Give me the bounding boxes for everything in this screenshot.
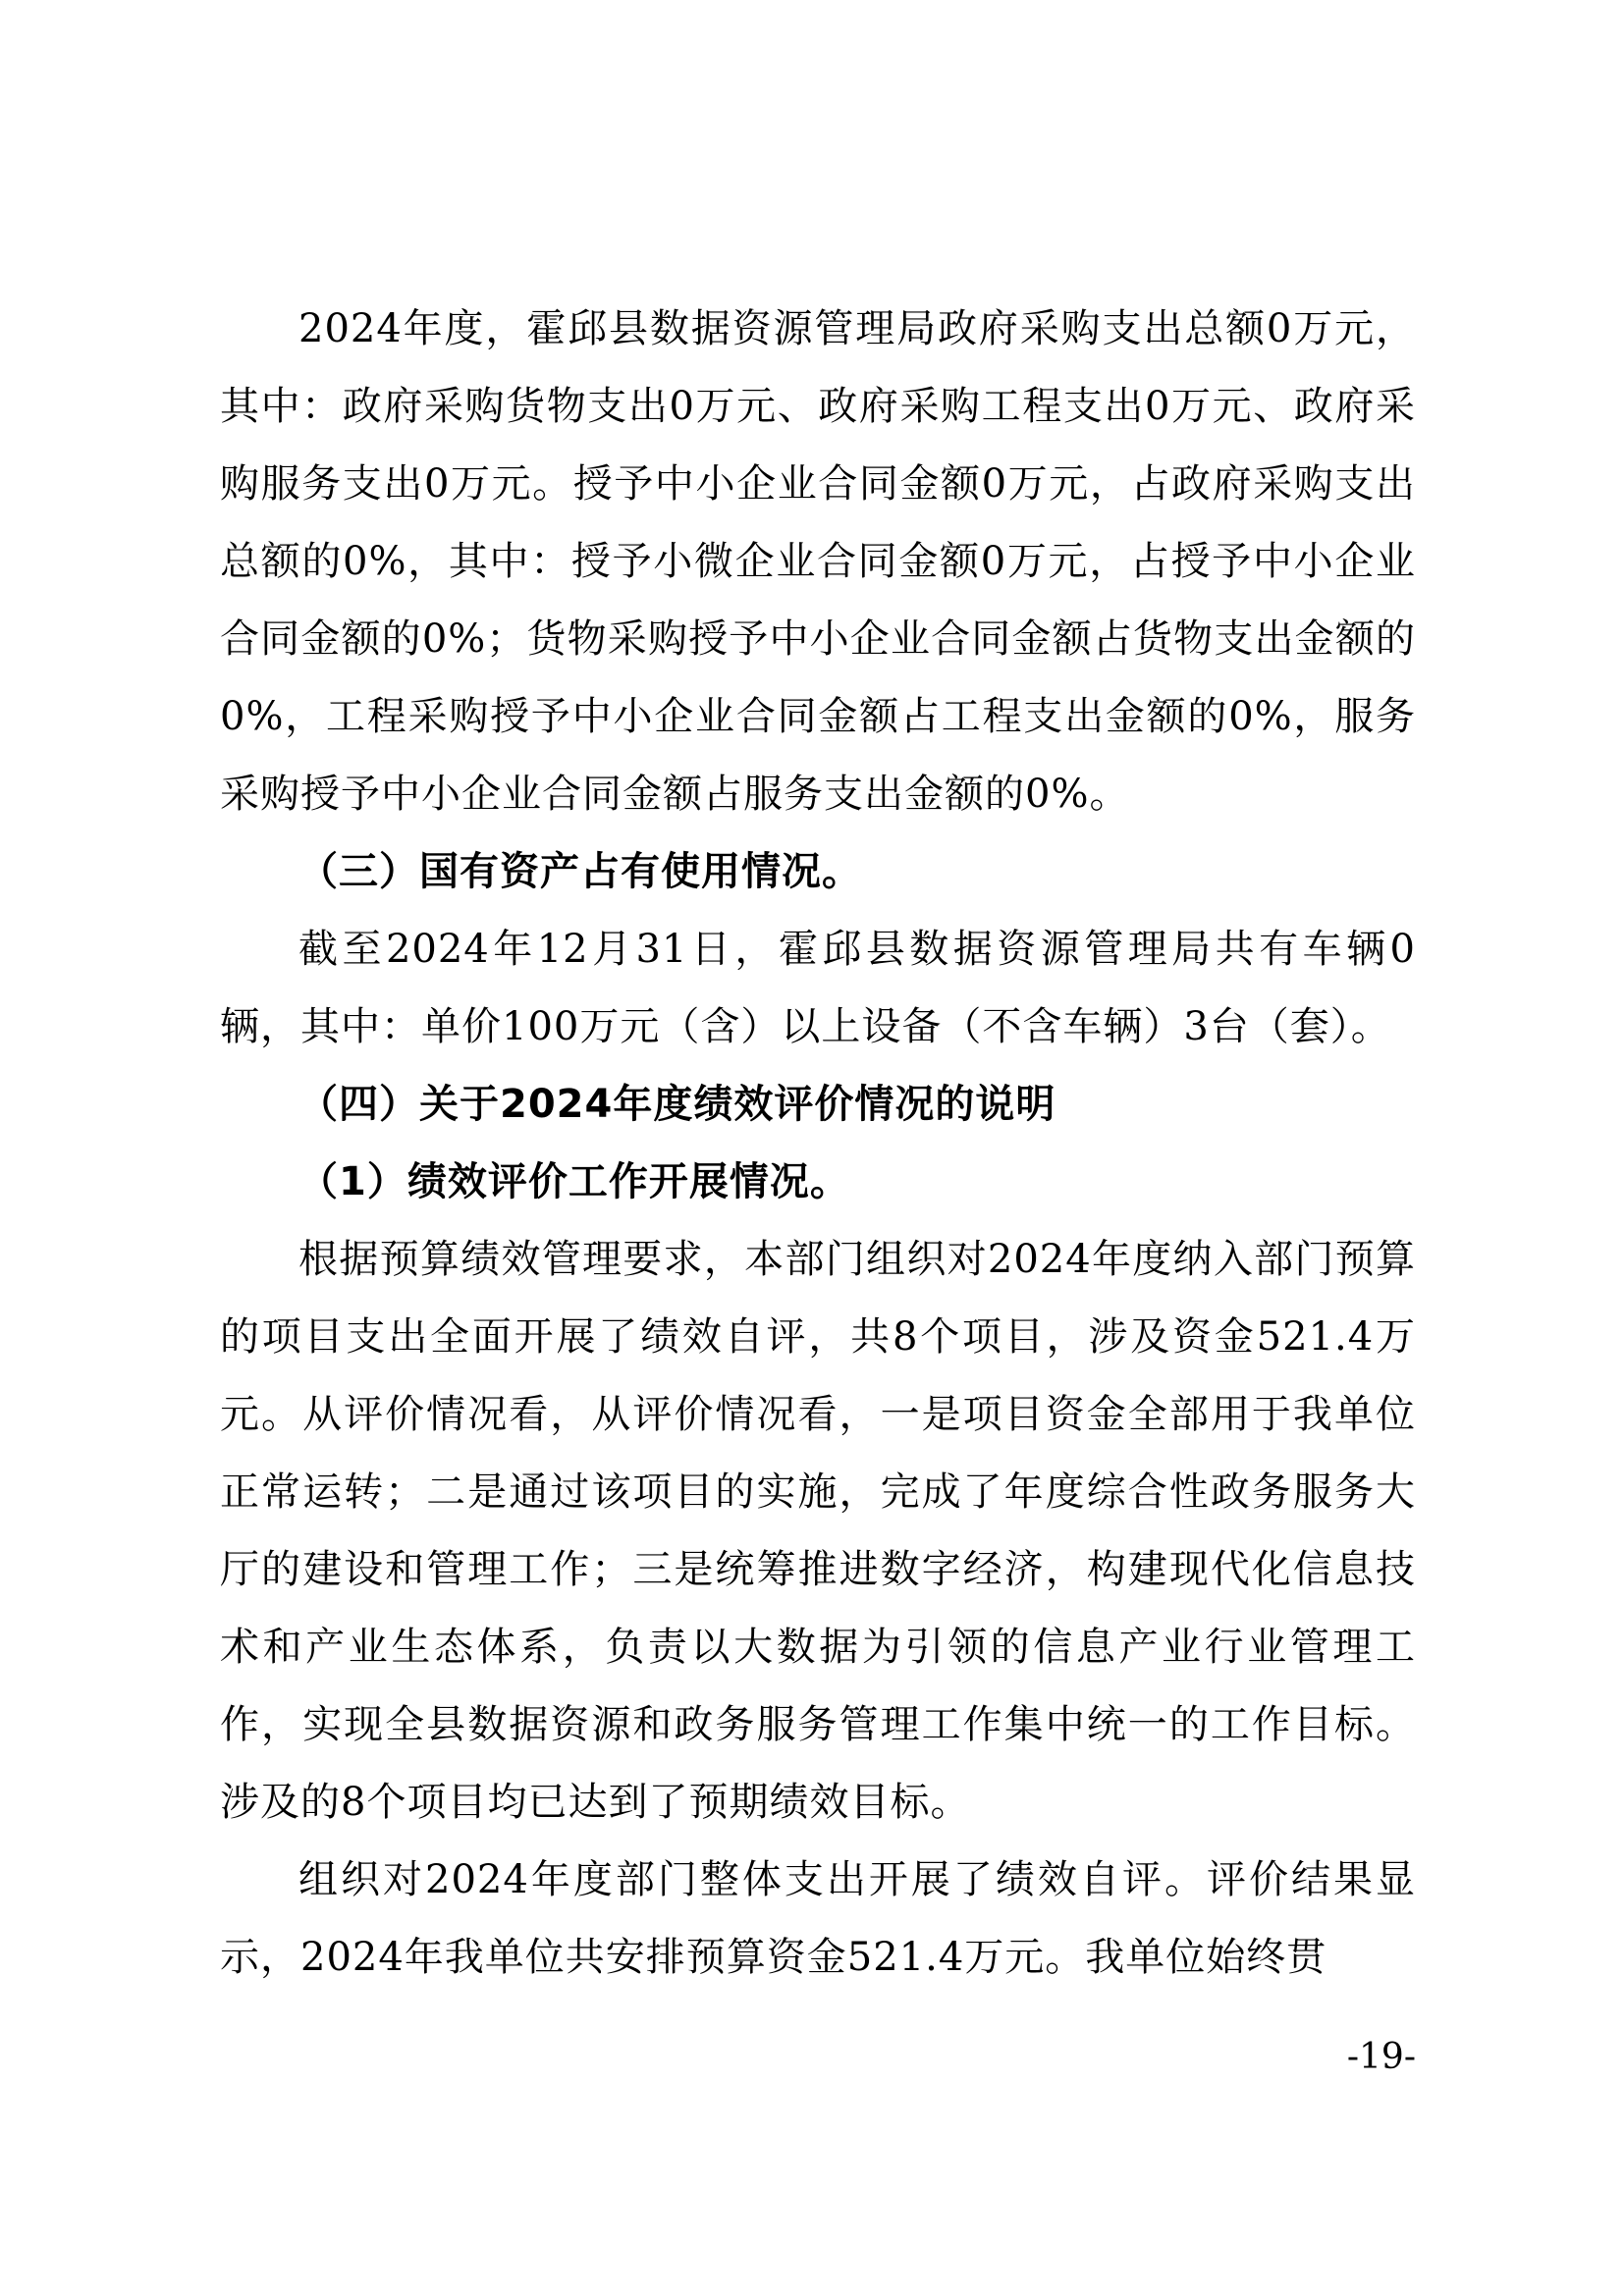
page-number: -19- [1346,2037,1416,2077]
heading-section-4: （四）关于2024年度绩效评价情况的说明 [298,1082,1056,1127]
paragraph-overall-evaluation: 组织对2024年度部门整体支出开展了绩效自评。评价结果显示，2024年我单位共安排预算资金521.4万元。我单位始终贯 [220,1857,1416,1980]
paragraph-assets: 截至2024年12月31日，霍邱县数据资源管理局共有车辆0辆，其中：单价100万元（含）以上设备（不含车辆）3台（套）。 [220,927,1416,1049]
heading-subsection-1: （1）绩效评价工作开展情况。 [298,1159,850,1204]
paragraph-evaluation-work: 根据预算绩效管理要求，本部门组织对2024年度纳入部门预算的项目支出全面开展了绩效自评，共8个项目，涉及资金521.4万元。从评价情况看，从评价情况看，一是项目资金全部用于我单位正常运转；二是通过该项目的实施，完成了年度综合性政务服务大厅的建设和管理工作；三是统筹推进数字经济，构建现代化信息技术和产业生态体系，负责以大数据为引领的信息产业行业管理工作，实现全县数据资源和政务服务管理工作集中统一的工作目标。涉及的8个项目均已达到了预期绩效目标。 [220,1237,1416,1825]
heading-section-3: （三）国有资产占有使用情况。 [298,849,862,894]
document-body [220,291,1416,1997]
paragraph-procurement: 2024年度，霍邱县数据资源管理局政府采购支出总额0万元，其中：政府采购货物支出0万元、政府采购工程支出0万元、政府采购服务支出0万元。授予中小企业合同金额0万元，占政府采购支出总额的0%，其中：授予小微企业合同金额0万元，占授予中小企业合同金额的0%；货物采购授予中小企业合同金额占货物支出金额的0%，工程采购授予中小企业合同金额占工程支出金额的0%，服务采购授予中小企业合同金额占服务支出金额的0%。 [220,306,1416,817]
